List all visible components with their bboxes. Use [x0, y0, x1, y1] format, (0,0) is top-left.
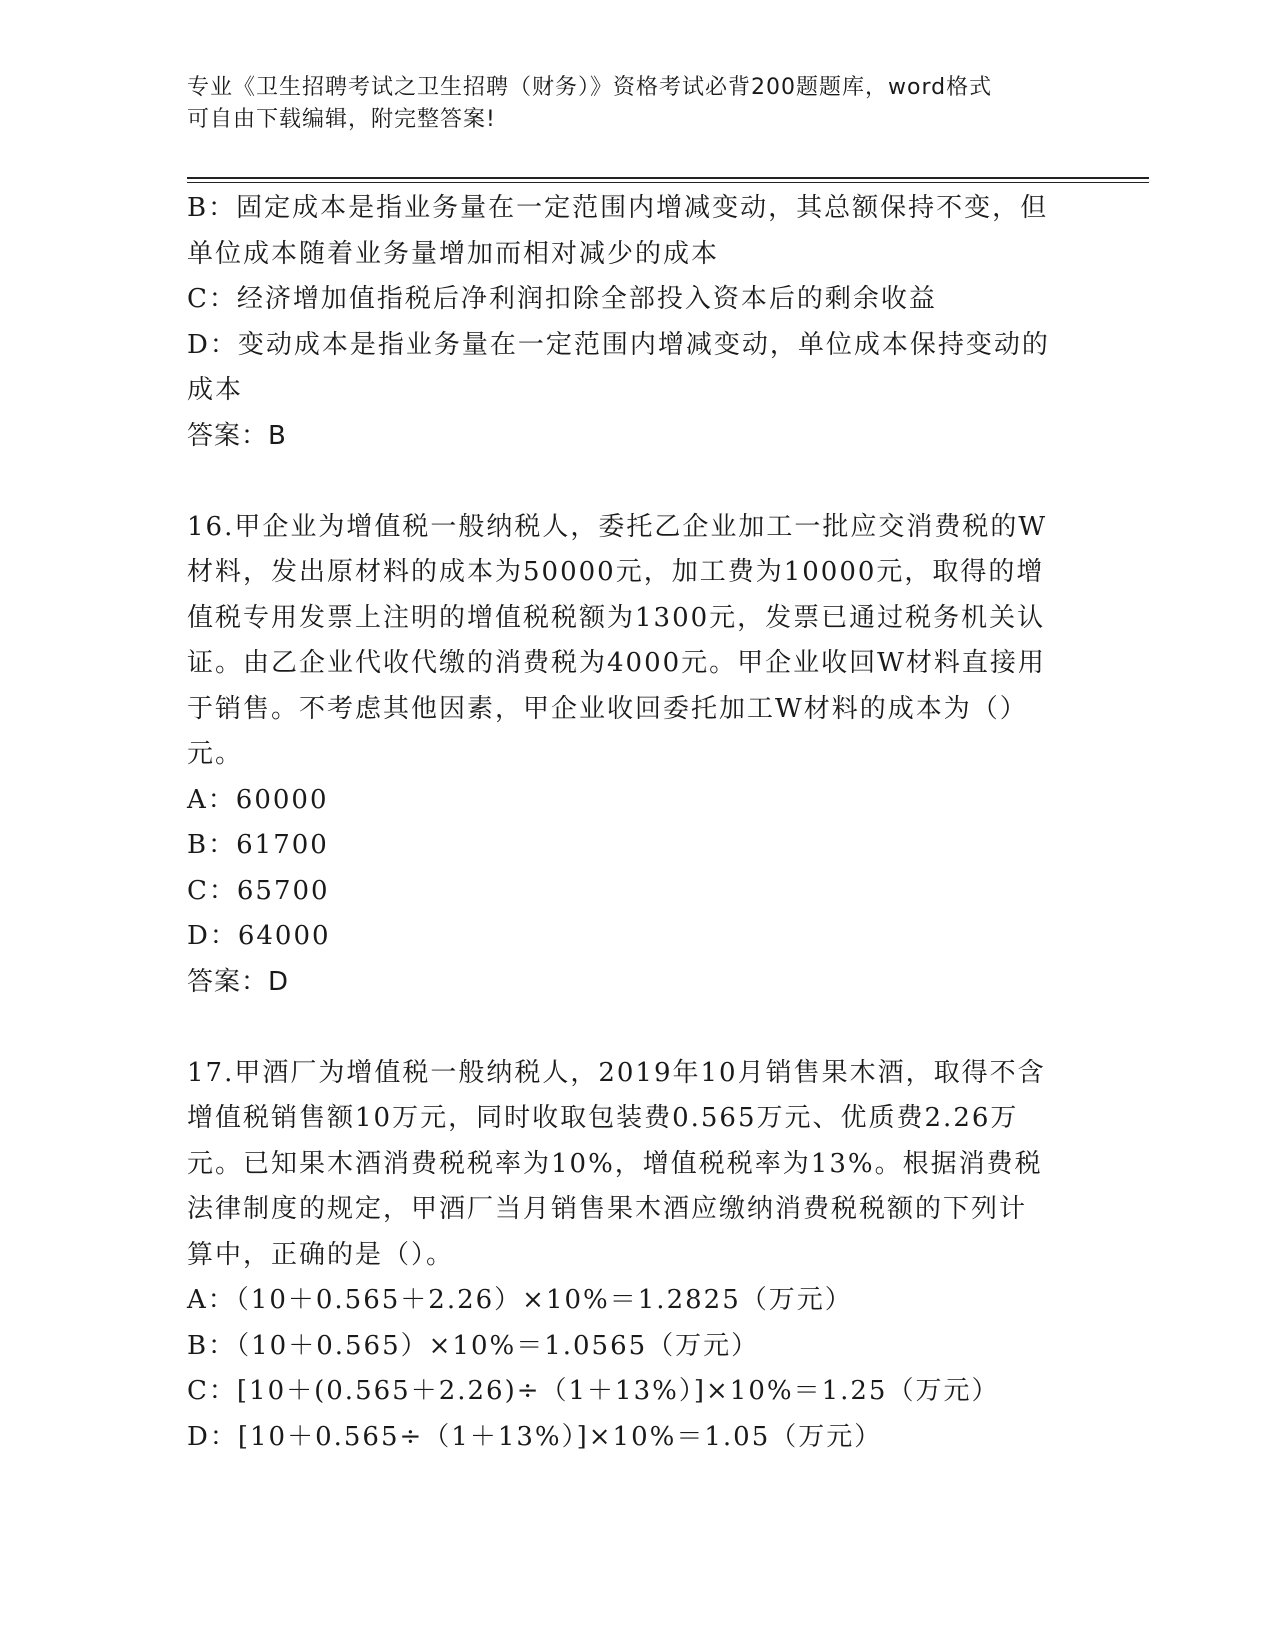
- header-line-1: 专业《卫生招聘考试之卫生招聘（财务）》资格考试必背200题题库，word格式: [187, 75, 993, 100]
- spacer: [187, 1005, 1067, 1051]
- question-17: [187, 1051, 1067, 1461]
- q16-stem-line-5: 于销售。不考虑其他因素，甲企业收回委托加工W材料的成本为（）: [187, 693, 1028, 724]
- option-b-line-1: B：固定成本是指业务量在一定范围内增减变动，其总额保持不变，但: [187, 193, 1049, 223]
- header-line-2: 可自由下载编辑，附完整答案!: [187, 107, 496, 132]
- header-rule-thin: [187, 182, 1149, 183]
- answer-label: 答案：B: [187, 420, 287, 451]
- header-rule-thick: [187, 177, 1149, 179]
- prev-question: [187, 186, 1067, 459]
- q17-option-d: D：[10＋0.565÷（1＋13%）]×10%＝1.05（万元）: [187, 1421, 883, 1452]
- q17-option-c: C：[10＋(0.565＋2.26)÷（1＋13%）]×10%＝1.25（万元）: [187, 1376, 1000, 1406]
- option-c-line-1: C：经济增加值指税后净利润扣除全部投入资本后的剩余收益: [187, 284, 937, 314]
- q16-option-a: A：60000: [187, 784, 329, 815]
- q16-stem-line-4: 证。由乙企业代收代缴的消费税为4000元。甲企业收回W材料直接用: [187, 648, 1046, 678]
- q16-stem-line-6: 元。: [187, 739, 244, 769]
- q17-stem-line-2: 增值税销售额10万元，同时收取包装费0.565万元、优质费2.26万: [187, 1103, 1019, 1133]
- spacer: [187, 459, 1067, 505]
- q17-option-b: B：（10＋0.565）×10%＝1.0565（万元）: [187, 1330, 760, 1361]
- option-b-line-2: 单位成本随着业务量增加而相对减少的成本: [187, 238, 720, 269]
- q16-answer-label: 答案：D: [187, 966, 290, 997]
- q17-stem-line-1: 17.甲酒厂为增值税一般纳税人，2019年10月销售果木酒，取得不含: [187, 1057, 1046, 1088]
- q17-stem-line-5: 算中，正确的是（）。: [187, 1239, 455, 1270]
- document-header: [187, 72, 1067, 136]
- q16-option-d: D：64000: [187, 921, 331, 951]
- document-body: [187, 186, 1067, 1460]
- q17-stem-line-3: 元。已知果木酒消费税税率为10%，增值税税率为13%。根据消费税: [187, 1148, 1043, 1179]
- q16-option-c: C：65700: [187, 875, 330, 906]
- q16-stem-line-2: 材料，发出原材料的成本为50000元，加工费为10000元，取得的增: [187, 557, 1045, 587]
- option-d-line-2: 成本: [187, 375, 244, 405]
- q16-stem-line-1: 16.甲企业为增值税一般纳税人，委托乙企业加工一批应交消费税的W: [187, 511, 1048, 542]
- q17-stem-line-4: 法律制度的规定，甲酒厂当月销售果木酒应缴纳消费税税额的下列计: [187, 1194, 1028, 1224]
- q16-option-b: B：61700: [187, 830, 329, 860]
- question-16: [187, 505, 1067, 1006]
- q16-stem-line-3: 值税专用发票上注明的增值税税额为1300元，发票已通过税务机关认: [187, 602, 1046, 633]
- option-d-line-1: D：变动成本是指业务量在一定范围内增减变动，单位成本保持变动的: [187, 329, 1050, 360]
- q17-option-a: A：（10＋0.565＋2.26）×10%＝1.2825（万元）: [187, 1285, 853, 1315]
